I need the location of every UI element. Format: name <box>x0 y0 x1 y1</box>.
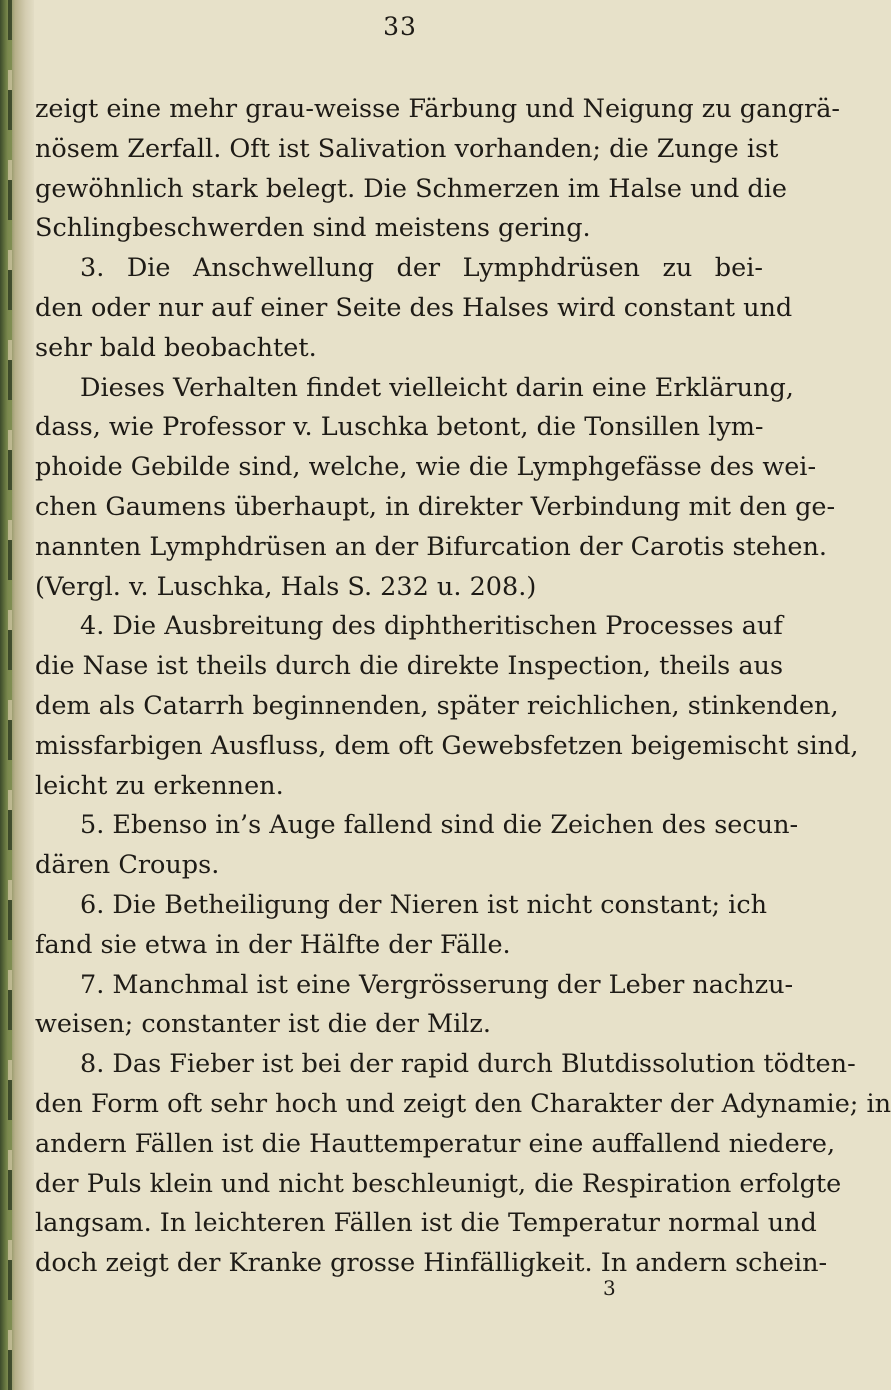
text-line: 8. Das Fieber ist bei der rapid durch Blutdissolution tödten- <box>80 1049 856 1080</box>
text-line: dären Croups. <box>35 850 220 881</box>
text-line: fand sie etwa in der Hälfte der Fälle. <box>35 929 511 960</box>
book-binding-edge <box>0 0 34 1390</box>
text-line: Dieses Verhalten findet vielleicht darin eine Erklärung, <box>80 372 794 403</box>
text-line: leicht zu erkennen. <box>35 770 284 801</box>
text-line: chen Gaumens überhaupt, in direkter Verbindung mit den ge- <box>35 491 836 522</box>
text-line: der Puls klein und nicht beschleunigt, die Respiration erfolgte <box>35 1168 842 1199</box>
text-line: langsam. In leichteren Fällen ist die Temperatur normal und <box>35 1208 817 1239</box>
text-line: doch zeigt der Kranke grosse Hinfälligkeit. In andern schein- <box>35 1248 828 1279</box>
text-line: weisen; constanter ist die der Milz. <box>35 1009 491 1040</box>
text-line: (Vergl. v. Luschka, Hals S. 232 u. 208.) <box>35 571 537 602</box>
text-line: 7. Manchmal ist eine Vergrösserung der Leber nachzu- <box>80 969 794 1000</box>
body-text <box>35 90 891 1284</box>
signature-mark: 3 <box>603 1276 616 1300</box>
text-line: phoide Gebilde sind, welche, wie die Lymphgefässe des wei- <box>35 452 817 483</box>
text-line: dem als Catarrh beginnenden, später reichlichen, stinkenden, <box>35 690 839 721</box>
text-line: andern Fällen ist die Hauttemperatur eine auffallend niedere, <box>35 1128 836 1159</box>
text-line: gewöhnlich stark belegt. Die Schmerzen im Halse und die <box>35 173 787 204</box>
text-line: sehr bald beobachtet. <box>35 332 317 363</box>
page-number: 33 <box>383 12 417 41</box>
text-line: nannten Lymphdrüsen an der Bifurcation der Carotis stehen. <box>35 531 827 562</box>
text-line: die Nase ist theils durch die direkte Inspection, theils aus <box>35 651 784 682</box>
text-line: missfarbigen Ausfluss, dem oft Gewebsfetzen beigemischt sind, <box>35 730 859 761</box>
text-line: 5. Ebenso in’s Auge fallend sind die Zeichen des secun- <box>80 810 799 841</box>
text-line: den oder nur auf einer Seite des Halses wird constant und <box>35 292 793 323</box>
text-line: dass, wie Professor v. Luschka betont, die Tonsillen lym- <box>35 412 764 443</box>
text-line: den Form oft sehr hoch und zeigt den Charakter der Adynamie; in <box>35 1088 891 1119</box>
text-line: nösem Zerfall. Oft ist Salivation vorhanden; die Zunge ist <box>35 133 779 164</box>
text-line: 3. Die Anschwellung der Lymphdrüsen zu bei- <box>80 253 763 284</box>
text-line: Schlingbeschwerden sind meistens gering. <box>35 213 591 244</box>
text-line: 6. Die Betheiligung der Nieren ist nicht constant; ich <box>80 889 768 920</box>
text-line: 4. Die Ausbreitung des diphtheritischen Processes auf <box>80 611 783 642</box>
text-line: zeigt eine mehr grau-weisse Färbung und Neigung zu gangrä- <box>35 94 841 124</box>
